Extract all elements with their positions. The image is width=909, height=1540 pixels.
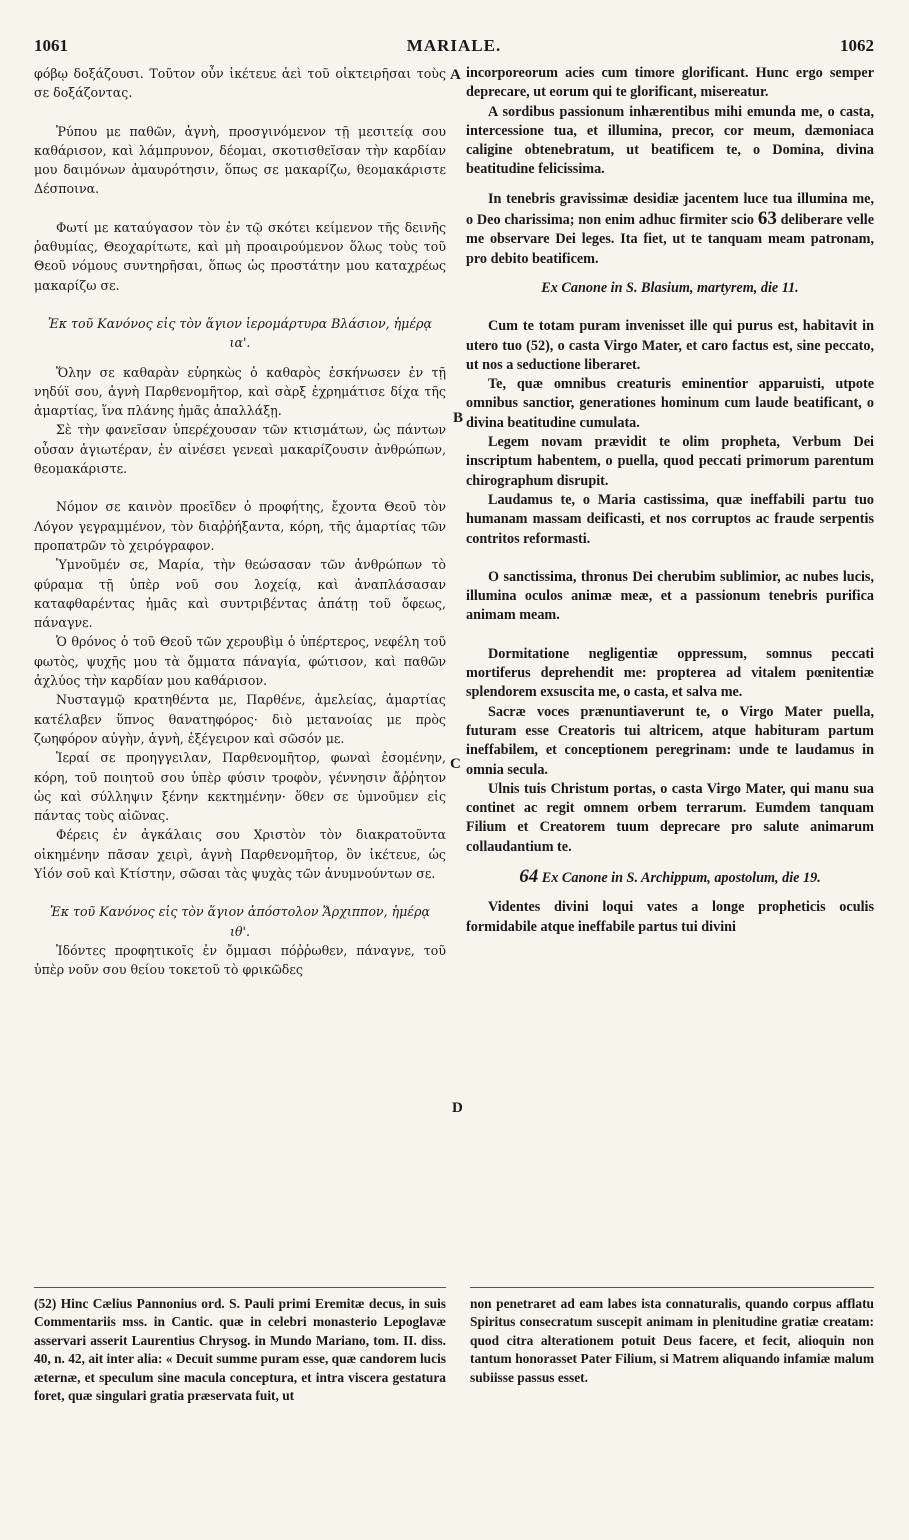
column-number-63: 63: [757, 208, 777, 230]
latin-paragraph: incorporeorum acies cum timore glorificant. Hunc ergo semper deprecare, ut eorum qui te glorificant, misereatur.: [466, 65, 874, 101]
footnote-right: non penetraret ad eam labes ista connaturalis, quando corpus afflatu Spiritus consecratum suscepit animam in plenitudine gratiæ creatam: quod citra alterationem potuit Deus facere, et fecit, alioquin non tantum honorasset Pater Filium, si Matrem aliquando infamiæ malum subiisse passus esset.: [470, 1296, 874, 1385]
footnote-left: (52) Hinc Cælius Pannonius ord. S. Pauli primi Eremitæ decus, in suis Commentariis mss. in Cantic. quæ in celebri monasterio Lepoglavæ asservari asserit Laurentius Chrysog. in Mundo Mariano, tom. II. diss. 40, n. 42, ait inter alia: « Decuit summe puram esse, quæ candorem lucis æternæ, et speculum sine macula conceptura, et intra viscera gestatura foret, quæ singulari gratia præservata fuit, ut: [34, 1296, 446, 1404]
latin-paragraph: Sacræ voces prænuntiaverunt te, o Virgo Mater puella, futuram esse Creatoris tui altricem, atque habituram partum ineffabilem, et conceptionem peregrinam: unde te laudamus in omnia secula.: [466, 703, 874, 778]
latin-paragraph: Videntes divini loqui vates a longe propheticis oculis formidabile atque ineffabile partus tui divini: [466, 899, 874, 935]
margin-marker-b: B: [453, 410, 464, 426]
latin-section-heading: Ex Canone in S. Blasium, martyrem, die 11.: [541, 279, 799, 296]
footnote-rule-right: [470, 1287, 874, 1288]
greek-paragraph: Ὁ θρόνος ὁ τοῦ Θεοῦ τῶν χερουβὶμ ὁ ὑπέρτερος, νεφέλη τοῦ φωτὸς, ψυχῆς μου τὰ ὄμματα πάναγία, φώτισον, καὶ παθῶν ἀχλύος τὴν καρδίαν μου καθάρισον.: [34, 634, 446, 689]
latin-paragraph: Ulnis tuis Christum portas, o casta Virgo Mater, qui manu sua continet ac regit omnem orbem terrarum. Eumdem tanquam Filium et Creatorem tuum deprecare pro salute animarum collaudantium te.: [466, 780, 874, 855]
greek-paragraph: Σὲ τὴν φανεῖσαν ὑπερέχουσαν τῶν κτισμάτων, ὡς πάντων οὖσαν ἁγιωτέραν, ἐν αἰνέσει γενεαὶ μακαρίζουσιν ἀνθρώπων, θεομακάριστε.: [34, 422, 446, 477]
latin-paragraph: Legem novam prævidit te olim propheta, Verbum Dei inscriptum habentem, o puella, quod peccati primorum parentum chirographum disrupit.: [466, 434, 874, 489]
left-page-number: 1061: [34, 36, 68, 55]
footnote-rule-left: [34, 1287, 446, 1288]
margin-marker-c: C: [450, 756, 461, 772]
column-number-64: 64: [519, 865, 539, 887]
latin-heading-text: Ex Canone in S. Archippum, apostolum, die 19.: [541, 869, 821, 886]
latin-paragraph: Cum te totam puram invenisset ille qui purus est, habitavit in utero tuo (52), o casta Virgo Mater, et caro factus est, sine peccato, ut nos a seductione liberaret.: [466, 318, 874, 373]
latin-paragraph: O sanctissima, thronus Dei cherubim sublimior, ac nubes lucis, illumina oculos animæ meæ, et a passionum tenebris purifica animam meam.: [466, 568, 874, 624]
margin-marker-a: A: [450, 67, 461, 83]
right-page-number: 1062: [840, 36, 874, 55]
greek-paragraph: Ἱεραί σε προηγγειλαν, Παρθενομῆτορ, φωναὶ ἐσομένην, κόρη, τοῦ ποιητοῦ σου ὑπὲρ φύσιν τροφὸν, γέννησιν ἄῤῥητον ὡς καὶ σύλληψιν ξένην κεκτημένην· ὅθεν σε ὑμνοῦμεν εἰς πάντας τοὺς αἰῶνας.: [34, 750, 446, 824]
running-title: MARIALE.: [406, 36, 502, 55]
latin-section-heading: [466, 867, 874, 888]
greek-paragraph: Ὅλην σε καθαρὰν εὑρηκὼς ὁ καθαρὸς ἐσκήνωσεν ἐν τῇ νηδύϊ σου, ἁγνὴ Παρθενομῆτορ, καὶ σὰρξ ἐχρημάτισε δίχα τῆς ἁμαρτίας, ἵνα πλάνης ἡμᾶς ἀπαλλάξῃ.: [34, 364, 446, 419]
latin-paragraph: Laudamus te, o Maria castissima, quæ ineffabili partu tuo humanam massam deificasti, et nos corruptos ac fraude serpentis contritos reformasti.: [466, 491, 874, 547]
latin-text: In tenebris gravissimæ desidiæ jacentem luce tua illumina me, o Deo charissima; non enim adhuc firmiter scio: [466, 190, 874, 229]
greek-paragraph: Ῥύπου με παθῶν, ἁγνὴ, προσγινόμενον τῇ μεσιτείᾳ σου καθάρισον, καὶ λάμπρυνον, δέομαι, σκοτισθεῖσαν τὴν καρδίαν μου δαιμόνων ἀμαυρότησιν, ὅπως σε μακαρίζω, θεομακάριστε Δέσποινα.: [34, 123, 446, 197]
margin-marker-d: D: [452, 1100, 463, 1116]
greek-section-heading: Ἐκ τοῦ Κανόνος εἰς τὸν ἅγιον ἀπόστολον Ἄρχιππον, ἡμέρᾳ ιθ'.: [50, 904, 430, 939]
greek-section-heading: Ἐκ τοῦ Κανόνος εἰς τὸν ἅγιον ἱερομάρτυρα Βλάσιον, ἡμέρᾳ ια'.: [47, 315, 433, 351]
latin-paragraph: A sordibus passionum inhærentibus mihi emunda me, o casta, intercessione tua, et illumina, precor, cor meum, dæmoniaca caligine obtenebratum, ut beatificem te, o Domina, divina beatitudine felicissima.: [466, 103, 874, 178]
greek-paragraph: φόβῳ δοξάζουσι. Τοῦτον οὖν ἱκέτευε ἀεὶ τοῦ οἰκτειρῆσαι τοὺς σε δοξάζοντας.: [34, 66, 446, 101]
greek-paragraph: Νυσταγμῷ κρατηθέντα με, Παρθένε, ἀμελείας, ἁμαρτίας κατέλαβεν ὕπνος θανατηφόρος· διὸ μετανοίας με πρὸς ζωηφόρον αὐγὴν, ἁγνὴ, ἐξέγειρον καὶ σῶσόν με.: [34, 692, 446, 746]
greek-paragraph: Νόμον σε καινὸν προεῖδεν ὁ προφήτης, ἔχοντα Θεοῦ τὸν Λόγον γεγραμμένον, τὸν διαῤῥήξαντα, κόρη, τῆς ἁμαρτίας τῶν προπατρῶν τὸ χειρόγραφον.: [34, 499, 446, 553]
latin-paragraph: Te, quæ omnibus creaturis eminentior apparuisti, utpote omnibus sanctior, generationes hominum cum laude beatificant, o divina beatitudine cumulata.: [466, 376, 874, 431]
page-header: [34, 36, 874, 60]
greek-paragraph: Φέρεις ἐν ἀγκάλαις σου Χριστὸν τὸν διακρατοῦντα οἰκημένην πᾶσαν χειρὶ, ἁγνὴ Παρθενομῆτορ, ὃν ἱκέτευε, ὡς Υἱόν σοῦ καὶ Κτίστην, σῶσαι τὰς ψυχὰς τῶν ἀνυμνούντων σε.: [34, 827, 446, 881]
latin-paragraph: Dormitatione negligentiæ oppressum, somnus peccati mortiferus deprehendit me: propterea ad vitalem pœnitentiæ splendorem exsuscita me, o casta, et salva me.: [466, 645, 874, 701]
greek-paragraph: Ἰδόντες προφητικοῖς ἐν ὄμμασι πόῤῥωθεν, πάναγνε, τοῦ ὑπὲρ νοῦν σου θείου τοκετοῦ τὸ φρικῶδες: [34, 942, 446, 978]
greek-paragraph: Φωτί με καταύγασον τὸν ἐν τῷ σκότει κείμενον τῆς δεινῆς ῥαθυμίας, Θεοχαρίτωτε, καὶ μὴ προαιρούμενον ὅλως τοὺς τοῦ Θεοῦ νόμους συντηρῆσαι, ὅπως ὡς προστάτην μου καταχρέως μακαρίζω σε.: [34, 219, 446, 293]
latin-paragraph: [466, 190, 874, 269]
latin-text: deliberare velle me observare Dei leges. Ita fiet, ut te tanquam meam patronam, pro debito beatificem.: [466, 212, 875, 267]
latin-column: [466, 64, 874, 937]
greek-column: [34, 64, 446, 979]
greek-paragraph: Ὑμνοῦμέν σε, Μαρία, τὴν θεώσασαν τῶν ἀνθρώπων τὸ φύραμα τῇ ὑπὲρ νοῦ σου λοχείᾳ, καὶ ἀναπλάσασαν καταφθαρέντας ἡμᾶς καὶ συντριβέντας ἀπάτῃ τοῦ ὄφεως, πάναγνε.: [34, 557, 446, 631]
